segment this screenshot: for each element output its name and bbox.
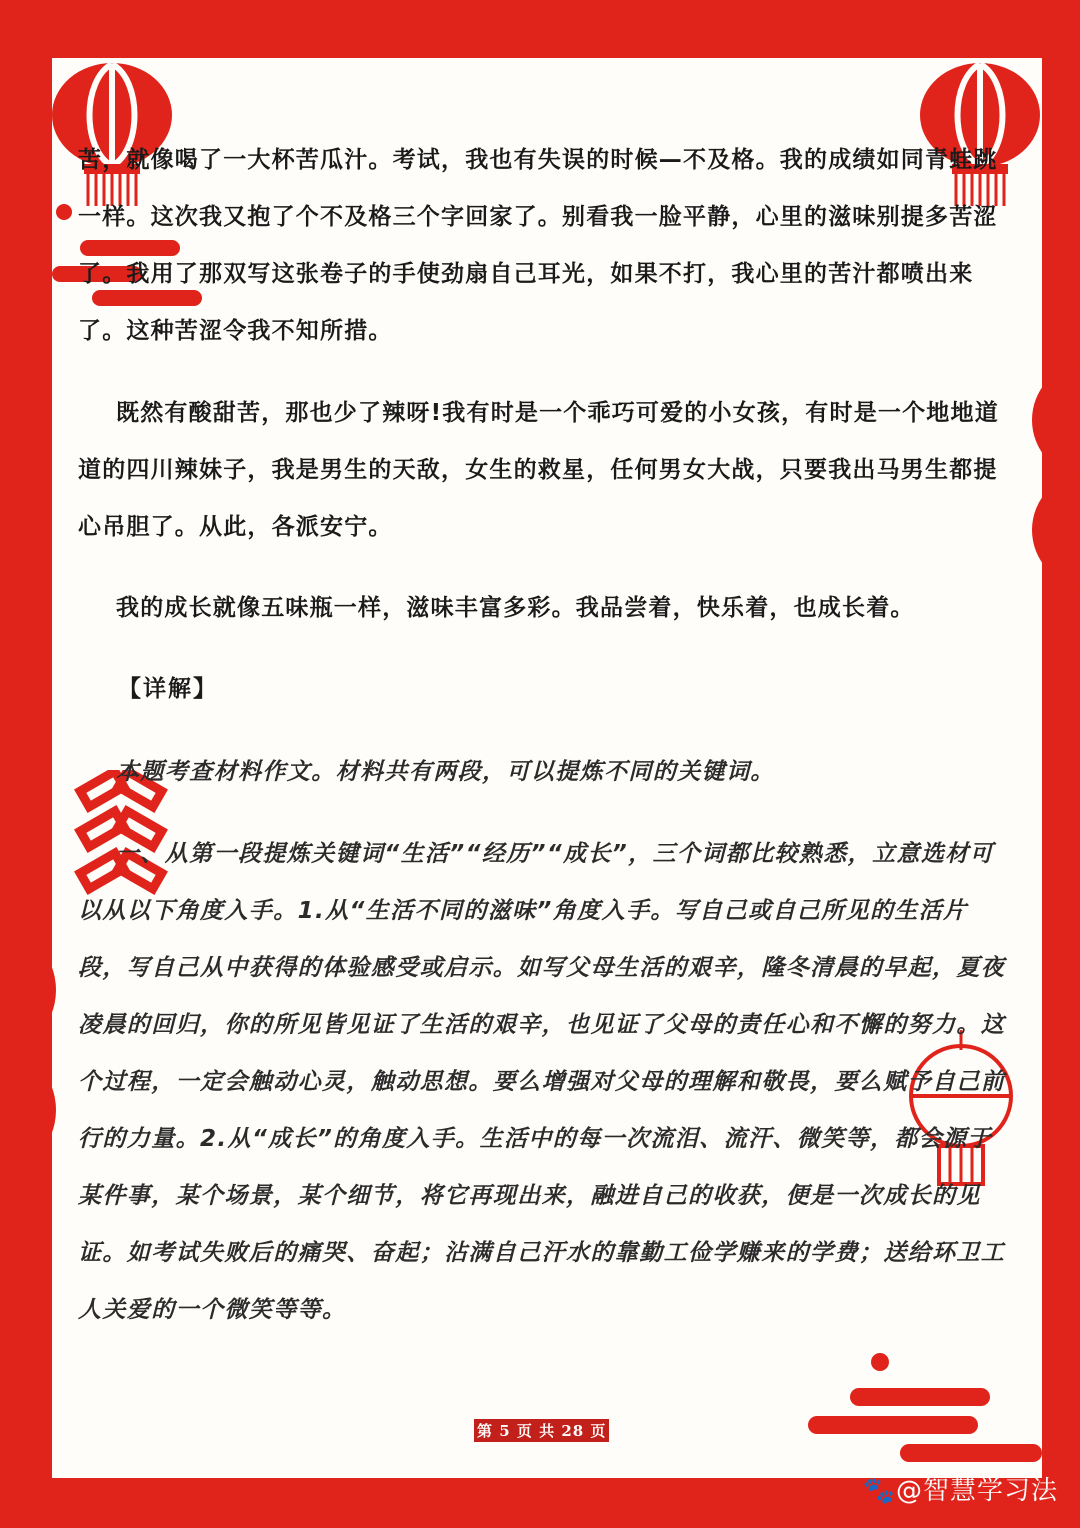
watermark: 🐾@智慧学习法 [862, 1476, 1058, 1506]
spiral-ornament-icon [0, 920, 60, 1180]
page-number: 第 5 页 共 28 页 [474, 1419, 609, 1442]
paragraph-analysis-detail: 一、从第一段提炼关键词“生活”“经历”“成长”，三个词都比较熟悉，立意选材可以从以下角度入手。1.从“生活不同的滋味”角度入手。写自己或自己所见的生活片段，写自己从中获得的体验感受或启示。如写父母生活的艰辛，隆冬清晨的早起，夏夜凌晨的回归，你的所见皆见证了生活的艰辛，也见证了父母的责任心和不懈的努力。这个过程，一定会触动心灵，触动思想。要么增强对父母的理解和敬畏，要么赋予自己前行的力量。2.从“成长”的角度入手。生活中的每一次流泪、流汗、微笑等，都会源于某件事，某个场景，某个细节，将它再现出来，融进自己的收获，便是一次成长的见证。如考试失败后的痛哭、奋起；沾满自己汗水的靠勤工俭学赚来的学费；送给环卫工人关爱的一个微笑等等。 [78, 841, 1006, 1323]
section-heading: 【详解】 [118, 676, 218, 702]
spiral-ornament-icon [1030, 360, 1080, 590]
paragraph-conclusion: 我的成长就像五味瓶一样，滋味丰富多彩。我品尝着，快乐着，也成长着。 [116, 595, 915, 621]
cloud-stripes-icon [800, 1350, 1042, 1478]
paragraph-analysis-intro: 本题考查材料作文。材料共有两段，可以提炼不同的关键词。 [116, 759, 775, 785]
paragraph-spicy: 既然有酸甜苦，那也少了辣呀!我有时是一个乖巧可爱的小女孩，有时是一个地地道道的四川辣妹子，我是男生的天敌，女生的救星，任何男女大战，只要我出马男生都提心吊胆了。从此，各派安宁。 [78, 400, 999, 540]
paragraph-bitter: 苦，就像喝了一大杯苦瓜汁。考试，我也有失误的时候—不及格。我的成绩如同青蛙跳一样。这次我又抱了个不及格三个字回家了。别看我一脸平静，心里的滋味别提多苦涩了。我用了那双写这张卷子的手使劲扇自己耳光，如果不打，我心里的苦汁都喷出来了。这种苦涩令我不知所措。 [78, 147, 998, 344]
